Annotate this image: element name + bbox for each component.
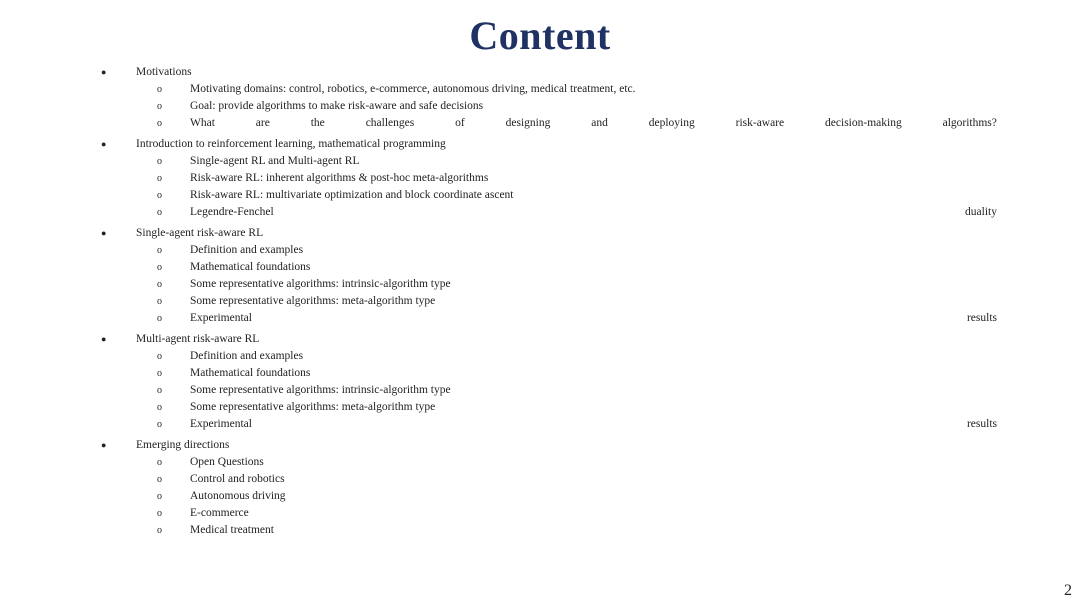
outline-subitem-label: Experimental <box>190 418 252 430</box>
word: risk-aware <box>735 117 785 129</box>
outline-item-label: Motivations <box>136 66 192 78</box>
outline-subitem <box>0 310 1080 327</box>
sub-bullet-icon: o <box>157 156 162 167</box>
word: challenges <box>365 117 415 129</box>
outline-subitem-label: Definition and examples <box>190 244 304 256</box>
outline-subitem <box>0 204 1080 221</box>
sub-bullet-icon: o <box>157 385 162 396</box>
outline-subitem-label: Some representative algorithms: meta-algorithm type <box>190 401 436 413</box>
sub-bullet-icon: o <box>157 368 162 379</box>
outline-item-label: Multi-agent risk-aware RL <box>136 333 260 345</box>
sub-bullet-icon: o <box>157 207 162 218</box>
page-number: 2 <box>1064 582 1072 599</box>
outline-subitem <box>0 382 1080 399</box>
word: deploying <box>648 117 695 129</box>
sub-bullet-icon: o <box>157 118 162 129</box>
outline-subitem <box>0 242 1080 259</box>
outline-subitem-label: Definition and examples <box>190 350 304 362</box>
outline-subitem-label: Some representative algorithms: intrinsic-algorithm type <box>190 278 451 290</box>
outline-subitem-label: Risk-aware RL: multivariate optimization and block coordinate ascent <box>190 189 514 201</box>
outline-subitem <box>0 187 1080 204</box>
outline-section <box>0 225 1080 327</box>
outline-subitem <box>0 522 1080 539</box>
outline-subitem <box>0 293 1080 310</box>
outline-subitem <box>0 399 1080 416</box>
sub-bullet-icon: o <box>157 279 162 290</box>
outline-subitem <box>0 488 1080 505</box>
outline-subitem <box>0 81 1080 98</box>
sub-bullet-icon: o <box>157 457 162 468</box>
outline-subitem <box>0 115 1080 132</box>
sub-bullet-icon: o <box>157 474 162 485</box>
word: are <box>255 117 270 129</box>
sub-bullet-icon: o <box>157 402 162 413</box>
outline-item-label: Introduction to reinforcement learning, mathematical programming <box>136 138 446 150</box>
sub-bullet-icon: o <box>157 525 162 536</box>
outline-subitem <box>0 348 1080 365</box>
outline-subitem <box>0 416 1080 433</box>
outline-section <box>0 136 1080 221</box>
outline-subitem-label: Some representative algorithms: meta-algorithm type <box>190 295 436 307</box>
outline-subitem-label: Some representative algorithms: intrinsic-algorithm type <box>190 384 451 396</box>
word: decision-making <box>825 117 902 129</box>
bullet-icon: ● <box>101 334 107 344</box>
outline-subitem-label <box>190 115 997 132</box>
outline-subitem-label: Control and robotics <box>190 473 285 485</box>
outline-subitem-tail: results <box>966 418 997 430</box>
word: and <box>591 117 608 129</box>
outline-item <box>0 64 1080 81</box>
sub-bullet-icon: o <box>157 84 162 95</box>
bullet-icon: ● <box>101 139 107 149</box>
outline-subitem <box>0 153 1080 170</box>
outline-item <box>0 225 1080 242</box>
word: of <box>455 117 465 129</box>
outline-subitem-label: Risk-aware RL: inherent algorithms & post-hoc meta-algorithms <box>190 172 489 184</box>
outline-item <box>0 331 1080 348</box>
sub-bullet-icon: o <box>157 351 162 362</box>
sub-bullet-icon: o <box>157 262 162 273</box>
sub-bullet-icon: o <box>157 508 162 519</box>
outline-subitem <box>0 170 1080 187</box>
outline-subitem-label: Medical treatment <box>190 524 274 536</box>
outline-subitem <box>0 276 1080 293</box>
word: algorithms? <box>942 117 997 129</box>
outline-subitem <box>0 471 1080 488</box>
sub-bullet-icon: o <box>157 419 162 430</box>
slide-title: Content <box>469 13 611 58</box>
sub-bullet-icon: o <box>157 190 162 201</box>
outline-subitem <box>0 454 1080 471</box>
outline-subitem-label: Mathematical foundations <box>190 261 311 273</box>
outline-subitem <box>0 98 1080 115</box>
outline-subitem <box>0 259 1080 276</box>
outline-subitem-label: Legendre-Fenchel <box>190 206 274 218</box>
outline-subitem-label: Single-agent RL and Multi-agent RL <box>190 155 360 167</box>
content-list <box>0 64 1080 543</box>
outline-subitem-tail: results <box>966 312 997 324</box>
outline-section <box>0 64 1080 132</box>
sub-bullet-icon: o <box>157 296 162 307</box>
word: What <box>190 117 215 129</box>
outline-item-label: Emerging directions <box>136 439 230 451</box>
outline-section <box>0 331 1080 433</box>
sub-bullet-icon: o <box>157 101 162 112</box>
outline-item <box>0 437 1080 454</box>
outline-item <box>0 136 1080 153</box>
outline-subitem-label: E-commerce <box>190 507 249 519</box>
outline-subitem-label: Mathematical foundations <box>190 367 311 379</box>
bullet-icon: ● <box>101 228 107 238</box>
word: designing <box>505 117 551 129</box>
outline-subitem-tail: duality <box>965 206 997 218</box>
bullet-icon: ● <box>101 440 107 450</box>
outline-subitem-label: Experimental <box>190 312 252 324</box>
sub-bullet-icon: o <box>157 173 162 184</box>
sub-bullet-icon: o <box>157 313 162 324</box>
sub-bullet-icon: o <box>157 491 162 502</box>
outline-subitem <box>0 365 1080 382</box>
outline-subitem-label: Autonomous driving <box>190 490 286 502</box>
word: the <box>310 117 325 129</box>
bullet-icon: ● <box>101 67 107 77</box>
outline-section <box>0 437 1080 539</box>
outline-subitem-label: Motivating domains: control, robotics, e-commerce, autonomous driving, medical treatment, etc. <box>190 83 636 95</box>
sub-bullet-icon: o <box>157 245 162 256</box>
outline-subitem-label: Open Questions <box>190 456 264 468</box>
outline-subitem <box>0 505 1080 522</box>
outline-item-label: Single-agent risk-aware RL <box>136 227 264 239</box>
outline-subitem-label: Goal: provide algorithms to make risk-aware and safe decisions <box>190 100 484 112</box>
